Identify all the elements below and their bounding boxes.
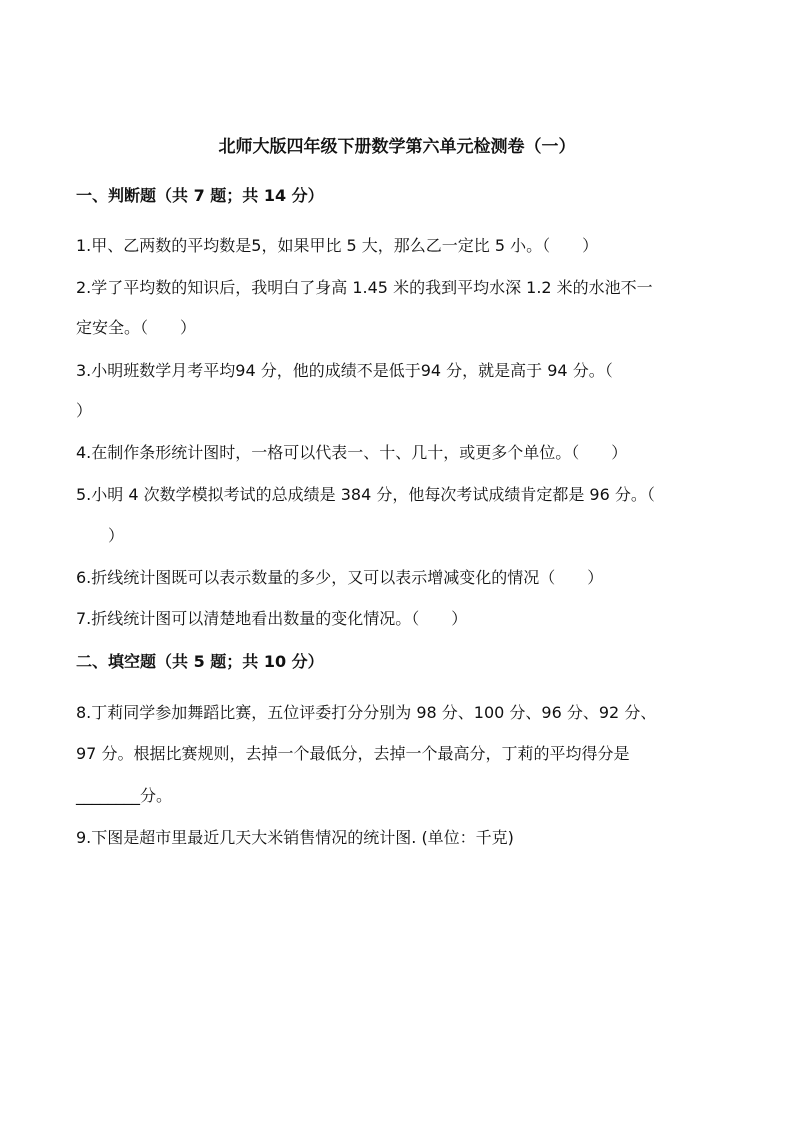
question-2-line-2: 定安全。（ ） bbox=[76, 318, 197, 337]
question-8-line-3: ________分。 bbox=[76, 786, 173, 805]
question-3-line-1: 3.小明班数学月考平均94 分，他的成绩不是低于94 分，就是高于 94 分。（ bbox=[76, 361, 613, 380]
question-7-line-1: 7.折线统计图可以清楚地看出数量的变化情况。（ ） bbox=[76, 609, 468, 628]
question-9-line-1: 9.下图是超市里最近几天大米销售情况的统计图. (单位：千克) bbox=[76, 828, 514, 847]
section-heading-true-false: 一、判断题（共 7 题；共 14 分） bbox=[76, 186, 324, 205]
question-6-line-1: 6.折线统计图既可以表示数量的多少，又可以表示增减变化的情况（ ） bbox=[76, 568, 604, 587]
question-8-line-2: 97 分。根据比赛规则，去掉一个最低分，去掉一个最高分，丁莉的平均得分是 bbox=[76, 744, 630, 763]
question-4-line-1: 4.在制作条形统计图时，一格可以代表一、十、几十，或更多个单位。（ ） bbox=[76, 443, 628, 462]
question-5-line-1: 5.小明 4 次数学模拟考试的总成绩是 384 分，他每次考试成绩肯定都是 96 分。（ bbox=[76, 485, 655, 504]
document-title: 北师大版四年级下册数学第六单元检测卷（一） bbox=[218, 137, 576, 157]
question-3-line-2: ） bbox=[76, 401, 93, 420]
question-2-line-1: 2.学了平均数的知识后，我明白了身高 1.45 米的我到平均水深 1.2 米的水池不一 bbox=[76, 278, 653, 297]
question-5-line-2: ） bbox=[108, 526, 125, 545]
question-1-line-1: 1.甲、乙两数的平均数是5，如果甲比 5 大，那么乙一定比 5 小。（ ） bbox=[76, 236, 599, 255]
section-heading-fill-blank: 二、填空题（共 5 题；共 10 分） bbox=[76, 652, 324, 671]
question-8-line-1: 8.丁莉同学参加舞蹈比赛，五位评委打分分别为 98 分、100 分、96 分、92 分、 bbox=[76, 703, 657, 722]
